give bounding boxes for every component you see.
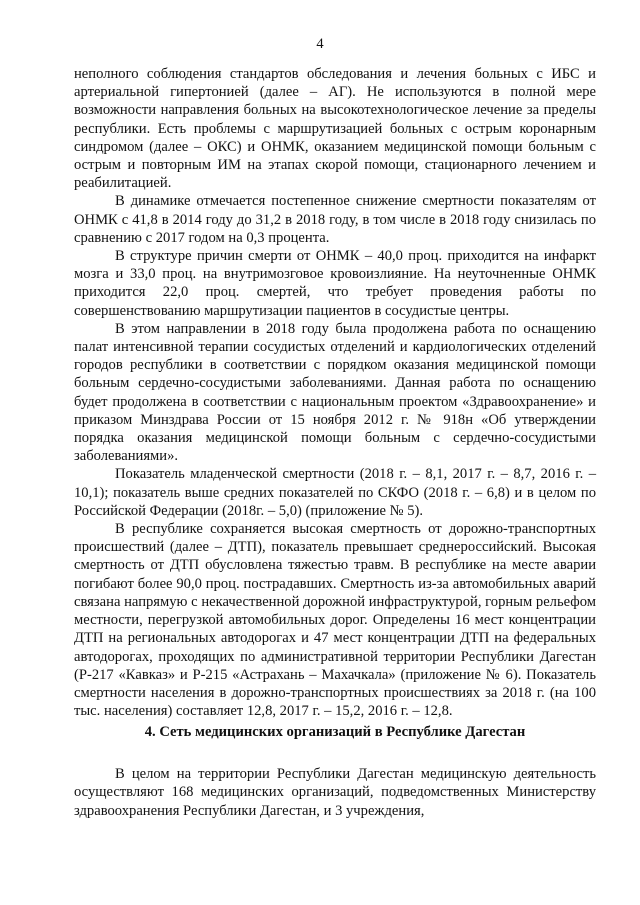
paragraph-infant-mortality: Показатель младенческой смертности (2018 г. – 8,1, 2017 г. – 8,7, 2016 г. – 10,1); показатель выше средних показателей по СКФО (2018 г. – 6,8) и в целом по Российской Федерации (2018г. – 5,0) (приложение № 5).: [74, 466, 596, 519]
paragraph-road-accidents: В республике сохраняется высокая смертность от дорожно-транспортных происшествий (далее – ДТП), показатель превышает среднероссийский. Высокая смертность от ДТП обусловлена тяжестью травм. В республике на месте аварии погибают более 90,0 проц. пострадавших. Смертность из-за автомобильных аварий связана напрямую с некачественной дорожной инфраструктурой, горным рельефом местности, перегрузкой автомобильных дорог. Определены 16 мест концентрации ДТП на региональных автодорогах и 47 мест концентрации ДТП на федеральных автодорогах, проходящих по административной территории Республики Дагестан (Р-217 «Кавказ» и Р-215 «Астрахань – Махачкала» (приложение № 6). Показатель смертности населения в дорожно-транспортных происшествиях за 2018 г. (на 100 тыс. населения) составляет 12,8, 2017 г. – 15,2, 2016 г. – 12,8.: [74, 521, 596, 720]
paragraph-continued: неполного соблюдения стандартов обследования и лечения больных с ИБС и артериальной гипертонией (далее – АГ). Не используются в полной мере возможности направления больных на высокотехнологическое лечение за пределы республики. Есть проблемы с маршрутизацией больных с острым коронарным синдромом (далее – ОКС) и ОНМК, оказанием медицинской помощи больным с острым и повторным ИМ на этапах скорой помощи, стационарного лечением и реабилитацией.: [74, 66, 596, 192]
section-body: [74, 765, 596, 820]
paragraph-medical-organizations: В целом на территории Республики Дагестан медицинскую деятельность осуществляют 168 медицинских организаций, подведомственных Министерству здравоохранения Республики Дагестан, и 3 учреждения,: [74, 766, 596, 819]
section-heading: 4. Сеть медицинских организаций в Республике Дагестан: [144, 724, 526, 740]
page-number: 4: [316, 36, 324, 52]
body-text: [74, 65, 596, 720]
paragraph-onmk-dynamics: В динамике отмечается постепенное снижение смертности показателям от ОНМК с 41,8 в 2014 году до 31,2 в 2018 году, в том числе в 2018 году снизилась по сравнению с 2017 годом на 0,3 процента.: [74, 193, 596, 246]
paragraph-onmk-structure: В структуре причин смерти от ОНМК – 40,0 проц. приходится на инфаркт мозга и 33,0 проц. на внутримозговое кровоизлияние. На неуточненные ОНМК приходится 22,0 проц. смертей, что требует проведения работы по совершенствованию маршрутизации пациентов в сосудистые центры.: [74, 248, 596, 319]
paragraph-equipment: В этом направлении в 2018 году была продолжена работа по оснащению палат интенсивной терапии сосудистых отделений и кардиологических отделений городов республики в соответствии с порядком оказания медицинской помощи больным сердечно-сосудистыми заболеваниями. Данная работа по оснащению будет продолжена в соответствии с национальным проектом «Здравоохранение» и приказом Минздрава России от 15 ноября 2012 г. № 918н «Об утверждении порядка оказания медицинской помощи больным с сердечно-сосудистыми заболеваниями».: [74, 320, 596, 465]
